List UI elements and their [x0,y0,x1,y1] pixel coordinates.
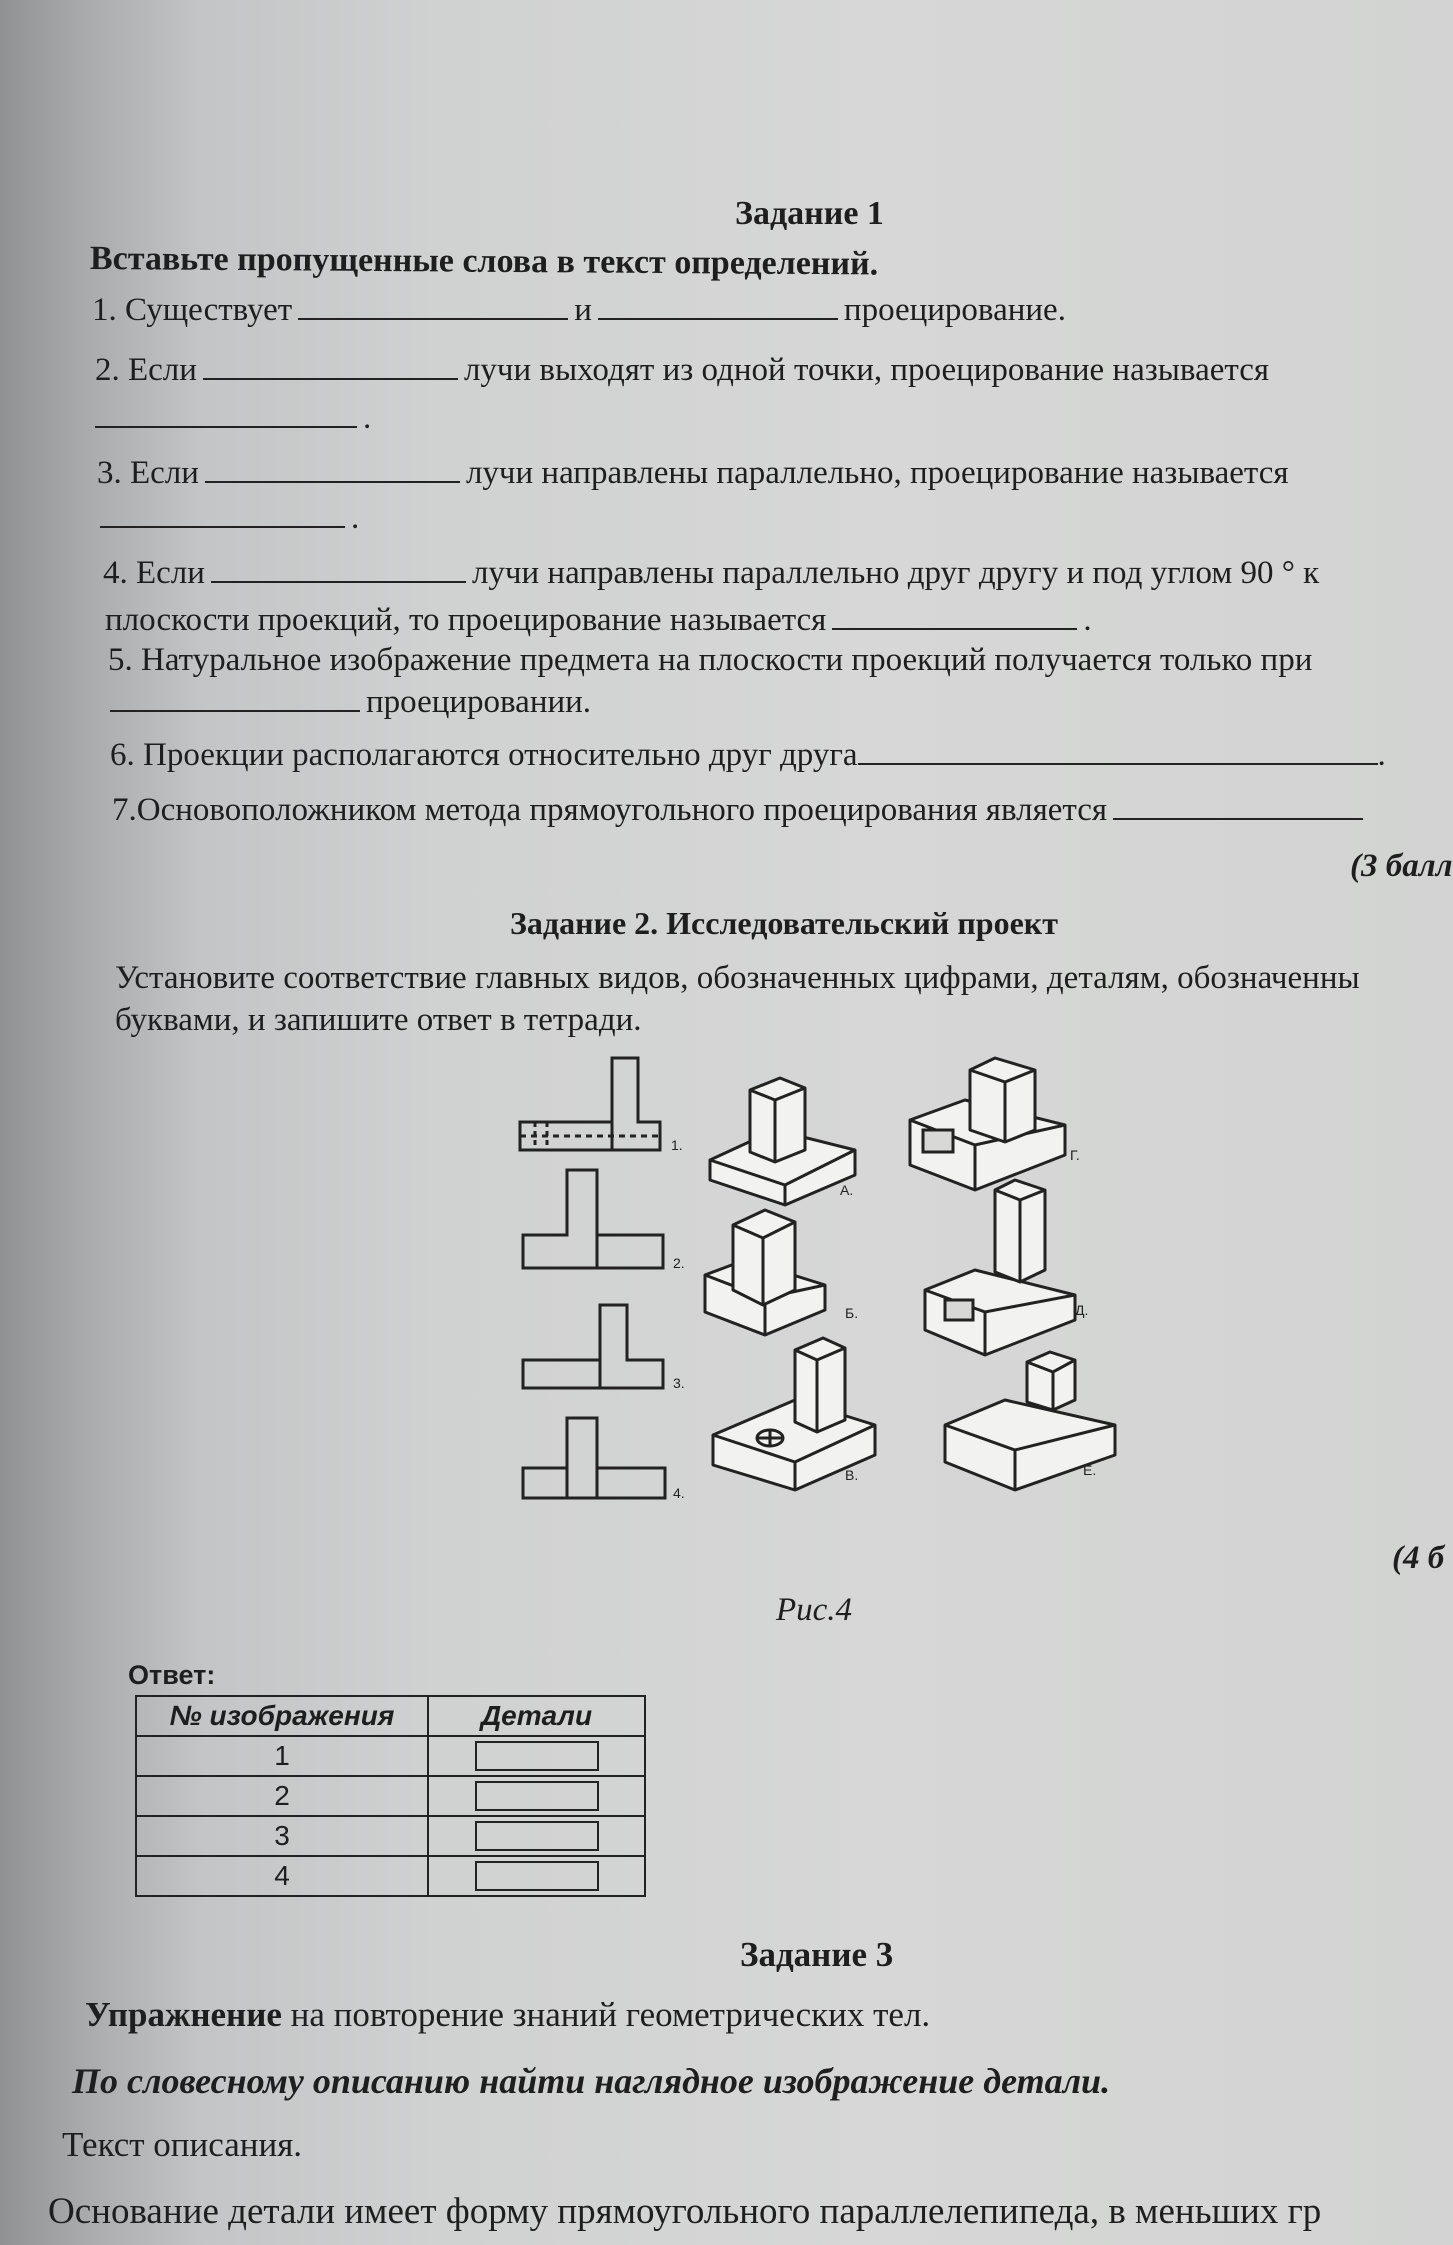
q1-text-c: проецирование. [843,292,1066,328]
task1-title: Задание 1 [735,195,884,232]
column-header-image-number: № изображения [136,1696,428,1736]
part-v [713,1338,875,1490]
part-d [925,1180,1088,1355]
row-number: 4 [136,1856,428,1896]
q4 [103,555,1319,592]
column-header-details: Детали [428,1696,645,1736]
answer-box[interactable] [475,1781,599,1811]
q3-end: . [351,500,360,536]
task2-title: Задание 2. Исследовательский проект [510,905,1058,941]
q3-text-a: 3. Если [97,455,199,491]
task2-score: (4 б [1392,1540,1445,1576]
part-g [910,1058,1080,1190]
task1-instruction: Вставьте пропущенные слова в текст определений. [89,240,879,283]
q2-end: . [363,400,372,436]
answer-box[interactable] [475,1741,599,1771]
part-label-d: Д. [1075,1302,1089,1318]
q2 [95,352,1269,389]
answer-cell[interactable] [428,1776,645,1816]
part-label-v: В. [845,1467,859,1483]
q5-text-b: проецировании. [366,684,592,720]
front-view-2 [523,1170,685,1271]
front-view-4 [523,1418,685,1501]
blank [858,762,1378,765]
task3-task: По словесному описанию найти наглядное изображение детали. [72,2061,1111,2101]
q6 [110,737,1386,774]
blank [832,627,1077,630]
part-label-a: А. [840,1182,854,1198]
blank [100,525,345,528]
q2-line2 [95,400,371,437]
answer-label: Ответ: [128,1660,216,1690]
view-label-1: 1. [671,1137,683,1153]
q4-text-b: лучи направлены параллельно друг другу и под углом 90 ° к [471,555,1320,591]
answer-cell[interactable] [428,1736,645,1776]
blank [211,580,466,583]
view-label-4: 4. [673,1485,685,1501]
answer-cell[interactable] [428,1856,645,1896]
exercise-rest: на повторение знаний геометрических тел. [290,1995,931,2034]
blank [1113,817,1363,820]
q3-text-b: лучи направлены параллельно, проецирование называется [465,455,1289,491]
q3-line2 [100,500,359,537]
q7 [112,792,1369,829]
q4-text-c: плоскости проекций, то проецирование называется [105,602,827,638]
row-number: 1 [136,1736,428,1776]
q4-text-a: 4. Если [103,555,205,591]
answer-box[interactable] [475,1821,599,1851]
table-row [136,1816,645,1856]
table-row [136,1776,645,1816]
q5: 5. Натуральное изображение предмета на плоскости проекций получается только при [108,642,1313,678]
part-b [705,1210,858,1335]
q3 [97,455,1289,492]
table-row [136,1856,645,1896]
part-label-e: Е. [1083,1462,1097,1478]
q4-line2 [105,602,1092,639]
answer-box[interactable] [475,1861,599,1891]
part-label-g: Г. [1070,1147,1080,1163]
view-label-3: 3. [673,1375,685,1391]
q7-text: 7.Основоположником метода прямоугольного проецирования является [112,792,1108,828]
front-view-1 [520,1058,683,1153]
q2-text-a: 2. Если [95,352,197,388]
row-number: 3 [136,1816,428,1856]
blank [598,317,838,320]
q6-text: 6. Проекции располагаются относительно друг друга [110,737,858,773]
task2-instruction-2: буквами, и запишите ответ в тетради. [115,1002,642,1038]
blank [95,425,357,428]
task3-text-label: Текст описания. [62,2125,303,2164]
task3-exercise [85,1995,930,2035]
task3-title: Задание 3 [740,1935,894,1974]
q1 [92,292,1066,329]
part-label-b: Б. [845,1305,859,1321]
task3-description: Основание детали имеет форму прямоугольного параллелепипеда, в меньших гр [48,2191,1322,2232]
q5-line2 [110,684,591,721]
answer-table [135,1695,646,1897]
blank [205,480,460,483]
table-header-row [136,1696,645,1736]
q2-text-b: лучи выходят из одной точки, проецирование называется [463,352,1270,388]
part-a [710,1078,855,1205]
blank [203,377,458,380]
part-e [945,1352,1115,1490]
front-view-3 [523,1305,685,1391]
task2-instruction-1: Установите соответствие главных видов, обозначенных цифрами, деталям, обозначенны [115,960,1360,996]
q1-text-b: и [574,292,592,328]
answer-cell[interactable] [428,1816,645,1856]
blank [298,317,568,320]
exercise-bold: Упражнение [85,1995,282,2034]
view-label-2: 2. [673,1255,685,1271]
table-row [136,1736,645,1776]
row-number: 2 [136,1776,428,1816]
blank [110,709,360,712]
figure-caption: Рис.4 [776,1592,853,1628]
q1-text-a: 1. Существует [92,292,293,328]
figure-views-and-parts [505,1050,1145,1510]
q4-end: . [1083,602,1092,638]
q6-end: . [1377,737,1386,773]
task1-score: (3 балл [1350,848,1453,884]
